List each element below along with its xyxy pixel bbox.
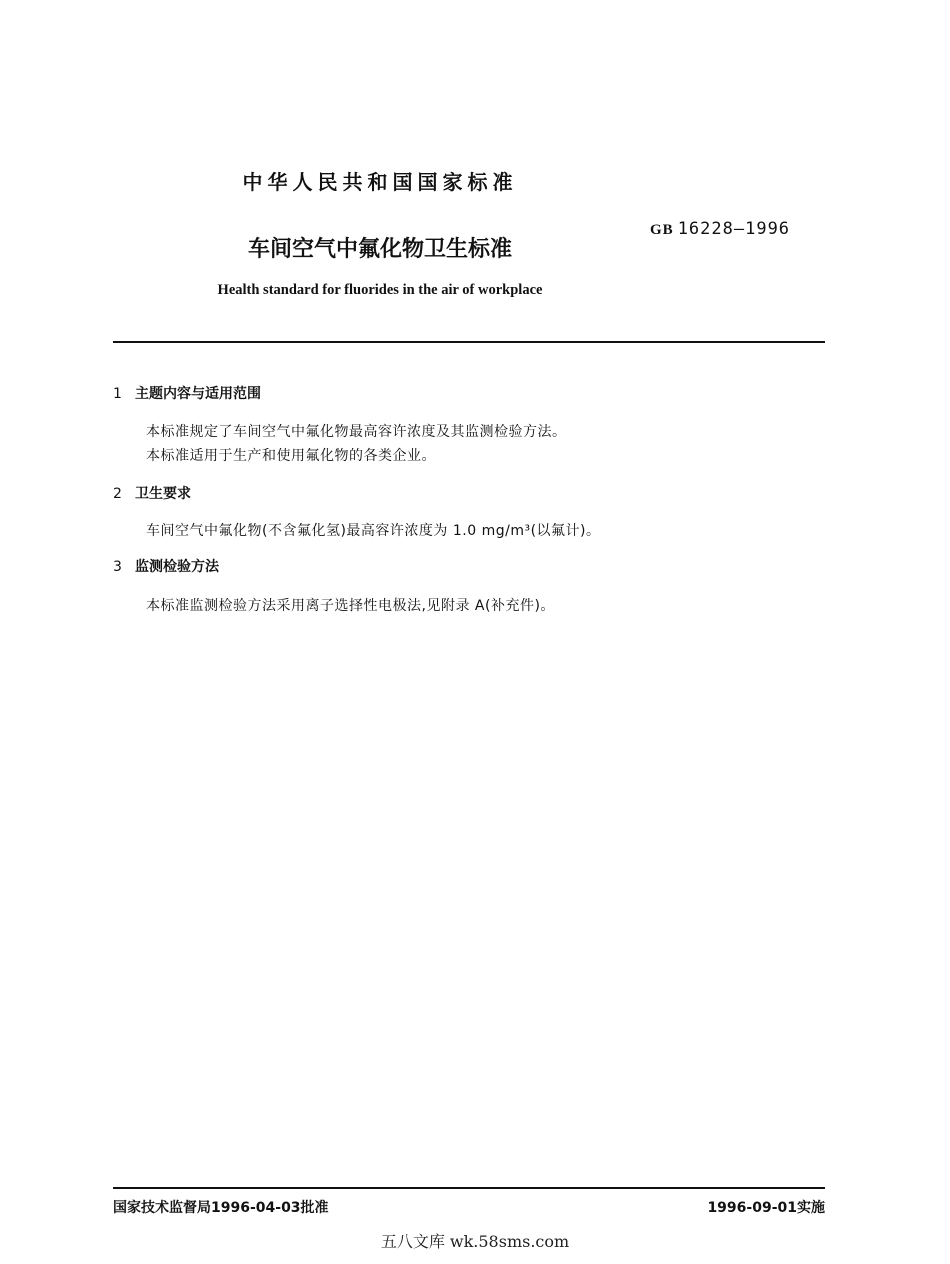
implementation-date: 1996-09-01实施: [707, 1200, 825, 1216]
approval-date: 国家技术监督局1996-04-03批准: [113, 1200, 329, 1216]
section-1-heading: [113, 383, 261, 403]
watermark-text: 五八文库 wk.58sms.com: [380, 1232, 570, 1251]
section-number: 2: [113, 486, 122, 502]
standard-code: 16228—1996: [677, 219, 791, 239]
section-number: 1: [113, 386, 122, 402]
document-title-english: Health standard for fluorides in the air of workplace: [217, 282, 543, 298]
document-title: 车间空气中氟化物卫生标准: [247, 237, 512, 262]
section-title: 监测检验方法: [135, 559, 219, 575]
footer-divider: [113, 1187, 825, 1189]
section-number: 3: [113, 559, 122, 575]
section-3-paragraph-1: 本标准监测检验方法采用离子选择性电极法,见附录 A(补充件)。: [146, 598, 555, 614]
national-standard-heading: 中华人民共和国国家标准: [242, 170, 518, 194]
section-title: 卫生要求: [135, 486, 191, 502]
section-1-paragraph-1: 本标准规定了车间空气中氟化物最高容许浓度及其监测检验方法。: [146, 424, 567, 440]
section-3-heading: [113, 556, 219, 576]
section-title: 主题内容与适用范围: [135, 386, 261, 402]
header-divider: [113, 341, 825, 343]
standard-prefix: GB: [650, 222, 674, 238]
section-2-paragraph-1: 车间空气中氟化物(不含氟化氢)最高容许浓度为 1.0 mg/m³(以氟计)。: [146, 523, 601, 539]
section-2-heading: [113, 483, 191, 503]
section-1-paragraph-2: 本标准适用于生产和使用氟化物的各类企业。: [146, 448, 436, 464]
